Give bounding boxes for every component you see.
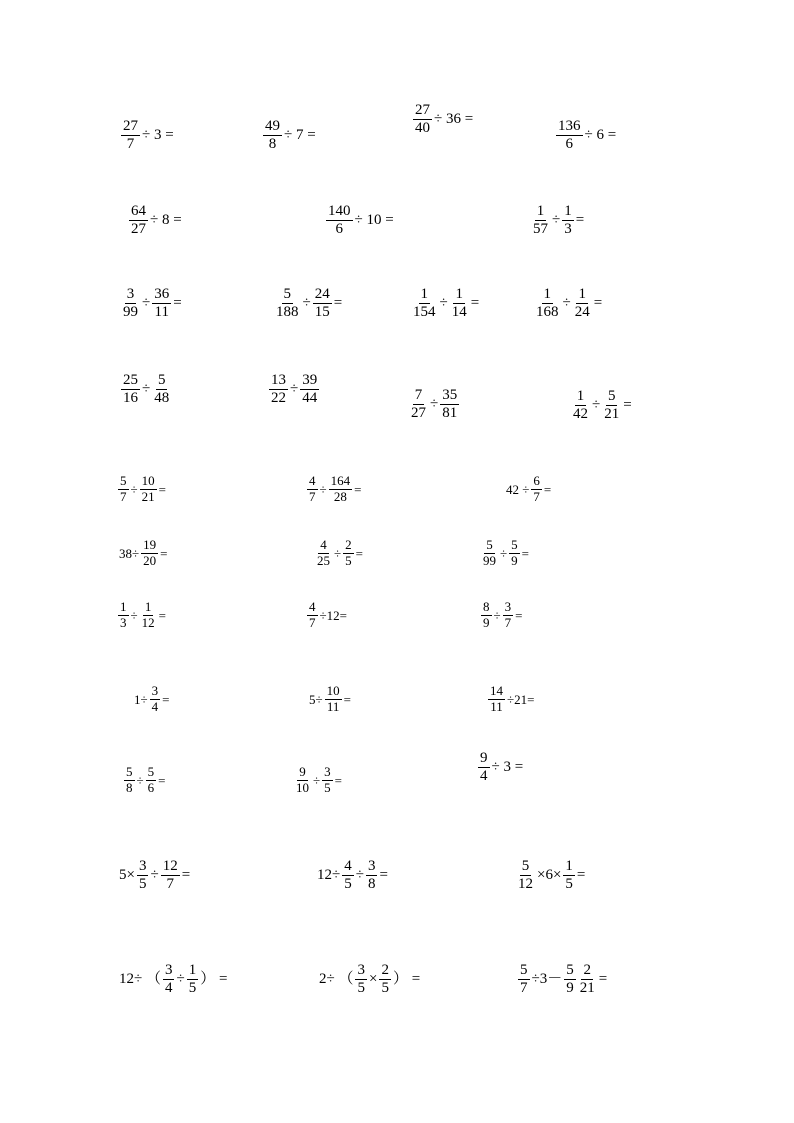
fraction	[121, 118, 140, 154]
numerator: 1	[144, 599, 152, 614]
numerator: 19	[143, 537, 157, 552]
fraction	[187, 962, 199, 998]
problem-34	[118, 962, 228, 998]
denominator: 24	[574, 304, 590, 321]
operator-text: =	[470, 295, 480, 312]
fraction	[121, 372, 140, 408]
numerator: 24	[313, 286, 332, 304]
operator-text: ÷	[142, 381, 151, 398]
denominator: 11	[326, 698, 340, 714]
numerator: 36	[152, 286, 171, 304]
denominator: 5	[345, 552, 352, 568]
fraction	[409, 387, 428, 423]
fraction	[488, 684, 505, 715]
operator-text: ÷	[142, 295, 151, 312]
numerator: 1	[542, 286, 554, 304]
problem-1	[120, 118, 175, 154]
numerator: 49	[263, 118, 282, 136]
fraction	[118, 600, 129, 631]
fraction	[571, 388, 590, 424]
operator-text: =	[181, 867, 191, 884]
numerator: 8	[483, 599, 490, 614]
denominator: 27	[131, 221, 146, 238]
fraction	[564, 962, 576, 998]
operator-text: ÷21=	[507, 691, 535, 707]
denominator: 57	[533, 221, 548, 238]
denominator: 12	[141, 614, 155, 630]
numerator: 5	[564, 962, 576, 980]
problem-3	[412, 102, 474, 138]
numerator: 5	[156, 372, 168, 390]
denominator: 7	[533, 488, 540, 504]
numerator: 5	[518, 962, 530, 980]
operator-text: 12÷ （	[119, 971, 161, 988]
denominator: 6	[147, 779, 155, 795]
fraction	[129, 203, 148, 239]
denominator: 25	[317, 552, 330, 568]
denominator: 21	[604, 406, 620, 423]
operator-text: =	[162, 691, 170, 707]
operator-text: =	[379, 867, 388, 884]
operator-text: ÷	[493, 607, 501, 623]
denominator: 27	[411, 405, 426, 422]
problem-9	[273, 286, 343, 322]
numerator: 35	[440, 387, 459, 405]
denominator: 15	[314, 304, 330, 321]
denominator: 9	[511, 552, 518, 568]
numerator: 27	[121, 118, 140, 136]
fraction	[140, 474, 157, 505]
fraction	[313, 286, 332, 322]
denominator: 14	[451, 304, 467, 321]
problem-36	[517, 962, 608, 998]
denominator: 22	[271, 390, 286, 407]
problem-28	[123, 765, 166, 796]
numerator: 3	[324, 764, 331, 779]
numerator: 3	[125, 286, 137, 304]
denominator: 4	[164, 980, 173, 997]
numerator: 5	[282, 286, 294, 304]
problem-21	[480, 538, 530, 569]
operator-text: ×6×	[537, 867, 562, 884]
fraction	[450, 286, 469, 322]
denominator: 7	[166, 876, 174, 893]
denominator: 44	[302, 390, 318, 407]
fraction	[269, 372, 288, 408]
numerator: 1	[562, 203, 574, 221]
operator-text: =	[576, 867, 586, 884]
denominator: 81	[442, 405, 458, 422]
operator-text: ÷	[500, 545, 508, 561]
operator-text: ÷	[150, 867, 159, 884]
numerator: 1	[419, 286, 431, 304]
numerator: 7	[413, 387, 425, 405]
denominator: 16	[123, 390, 138, 407]
fraction	[163, 962, 175, 998]
operator-text: ÷	[562, 295, 571, 312]
denominator: 5	[324, 779, 331, 795]
numerator: 3	[137, 858, 149, 876]
numerator: 2	[581, 962, 593, 980]
operator-text: ） =	[392, 971, 421, 988]
operator-text: 42 ÷	[506, 481, 530, 497]
problem-14	[408, 387, 460, 423]
operator-text: ×	[368, 971, 378, 988]
operator-text: 5÷	[309, 691, 323, 707]
numerator: 3	[504, 599, 512, 614]
numerator: 12	[161, 858, 180, 876]
numerator: 13	[269, 372, 288, 390]
fraction	[556, 118, 583, 154]
numerator: 5	[606, 388, 618, 406]
numerator: 14	[490, 683, 503, 698]
numerator: 2	[345, 537, 352, 552]
denominator: 7	[126, 136, 135, 153]
problem-18	[505, 474, 552, 505]
numerator: 3	[355, 962, 367, 980]
problem-7	[530, 203, 585, 239]
fraction	[379, 962, 391, 998]
operator-text: =	[343, 691, 351, 707]
denominator: 99	[483, 552, 496, 568]
numerator: 1	[453, 286, 465, 304]
numerator: 1	[120, 599, 127, 614]
fraction	[509, 538, 520, 569]
problem-33	[515, 858, 586, 894]
fraction	[531, 203, 550, 239]
numerator: 64	[129, 203, 148, 221]
problem-32	[316, 858, 389, 894]
denominator: 28	[333, 488, 347, 504]
operator-text: ÷ 3 =	[142, 127, 174, 144]
fraction	[294, 765, 311, 796]
fraction	[366, 858, 378, 894]
fraction	[531, 474, 542, 505]
numerator: 9	[299, 764, 306, 779]
operator-text: =	[160, 545, 168, 561]
problem-11	[533, 286, 603, 322]
operator-text: ÷	[302, 295, 311, 312]
operator-text: ÷	[552, 212, 561, 229]
problem-10	[410, 286, 480, 322]
fraction	[355, 962, 367, 998]
fraction	[573, 286, 592, 322]
denominator: 5	[357, 980, 365, 997]
denominator: 9	[483, 614, 490, 630]
problem-4	[555, 118, 617, 154]
operator-text: ÷	[430, 396, 439, 413]
fraction	[440, 387, 459, 423]
numerator: 3	[163, 962, 175, 980]
fraction	[161, 858, 180, 894]
fraction	[329, 474, 353, 505]
operator-text: =	[515, 607, 523, 623]
numerator: 5	[520, 858, 532, 876]
numerator: 136	[556, 118, 583, 136]
operator-text: 1÷	[134, 691, 148, 707]
fraction	[503, 600, 514, 631]
numerator: 4	[309, 473, 316, 488]
operator-text: ÷	[136, 772, 144, 788]
problem-22	[117, 600, 167, 631]
problem-24	[480, 600, 523, 631]
operator-text: ÷	[355, 867, 364, 884]
numerator: 1	[563, 858, 575, 876]
numerator: 164	[330, 473, 351, 488]
denominator: 20	[143, 552, 157, 568]
fraction	[411, 286, 438, 322]
problem-17	[306, 474, 362, 505]
numerator: 27	[413, 102, 432, 120]
operator-text: =	[521, 545, 529, 561]
operator-text: ÷	[334, 545, 342, 561]
fraction	[152, 286, 171, 322]
problem-6	[325, 203, 395, 239]
problem-23	[306, 600, 348, 631]
operator-text: =	[158, 481, 166, 497]
fraction	[342, 858, 354, 894]
denominator: 4	[151, 698, 159, 714]
operator-text: =	[173, 295, 182, 312]
operator-text: ÷ 36 =	[434, 111, 474, 128]
fraction	[602, 388, 621, 424]
denominator: 48	[154, 390, 170, 407]
denominator: 5	[565, 876, 573, 893]
fraction	[307, 474, 318, 505]
numerator: 9	[478, 750, 490, 768]
fraction	[478, 750, 490, 786]
fraction	[118, 474, 129, 505]
numerator: 4	[342, 858, 354, 876]
fraction	[563, 858, 575, 894]
problem-27	[487, 684, 535, 715]
operator-text: 12÷	[317, 867, 341, 884]
denominator: 7	[309, 488, 316, 504]
fraction	[325, 684, 342, 715]
numerator: 1	[535, 203, 547, 221]
numerator: 25	[121, 372, 140, 390]
denominator: 40	[415, 120, 430, 137]
numerator: 10	[326, 683, 340, 698]
numerator: 5	[126, 764, 133, 779]
denominator: 4	[480, 768, 488, 785]
fraction	[481, 600, 492, 631]
operator-text: ÷	[176, 971, 185, 988]
problem-35	[318, 962, 421, 998]
operator-text: =	[623, 397, 632, 414]
problem-29	[293, 765, 343, 796]
fraction	[300, 372, 319, 408]
denominator: 21	[579, 980, 595, 997]
denominator: 6	[565, 136, 573, 153]
numerator: 3	[366, 858, 378, 876]
fraction	[137, 858, 149, 894]
denominator: 168	[536, 304, 559, 321]
denominator: 7	[309, 614, 316, 630]
denominator: 7	[504, 614, 512, 630]
fraction	[124, 765, 135, 796]
denominator: 3	[564, 221, 572, 238]
operator-text: 5×	[119, 867, 135, 884]
fraction	[121, 286, 140, 322]
numerator: 5	[147, 764, 155, 779]
fraction	[146, 765, 157, 796]
problem-20	[314, 538, 364, 569]
denominator: 8	[268, 136, 277, 153]
operator-text: =	[355, 545, 363, 561]
operator-text: ÷ 10 =	[354, 212, 394, 229]
denominator: 8	[367, 876, 376, 893]
fraction	[140, 600, 157, 631]
denominator: 5	[381, 980, 389, 997]
problem-30	[477, 750, 524, 786]
fraction	[150, 684, 161, 715]
fraction	[307, 600, 318, 631]
problem-8	[120, 286, 183, 322]
denominator: 7	[520, 980, 528, 997]
fraction	[562, 203, 574, 239]
fraction	[518, 962, 530, 998]
operator-text: =	[334, 772, 342, 788]
operator-text: ÷ 3 =	[491, 759, 524, 776]
fraction	[578, 962, 597, 998]
denominator: 188	[276, 304, 299, 321]
operator-text: =	[333, 295, 343, 312]
operator-text: ÷	[313, 772, 321, 788]
operator-text: ÷	[290, 381, 299, 398]
denominator: 11	[154, 304, 169, 321]
problem-19	[118, 538, 168, 569]
operator-text: ÷12=	[319, 607, 347, 623]
operator-text: =	[543, 481, 552, 497]
numerator: 1	[575, 388, 587, 406]
denominator: 154	[413, 304, 436, 321]
numerator: 6	[533, 473, 540, 488]
problem-5	[128, 203, 183, 239]
denominator: 21	[141, 488, 155, 504]
problem-25	[133, 684, 170, 715]
fraction	[326, 203, 353, 239]
operator-text: 38÷	[119, 545, 140, 561]
denominator: 5	[188, 980, 197, 997]
denominator: 11	[490, 698, 503, 714]
numerator: 10	[141, 473, 155, 488]
problem-13	[268, 372, 320, 408]
denominator: 7	[120, 488, 127, 504]
problem-12	[120, 372, 172, 408]
numerator: 5	[120, 473, 127, 488]
operator-text: =	[593, 295, 603, 312]
operator-text: =	[598, 971, 608, 988]
problem-2	[262, 118, 317, 154]
operator-text: ÷	[592, 397, 601, 414]
numerator: 4	[320, 537, 327, 552]
denominator: 12	[518, 876, 533, 893]
denominator: 9	[566, 980, 574, 997]
numerator: 4	[309, 599, 316, 614]
fraction	[141, 538, 158, 569]
operator-text: 2÷ （	[319, 971, 354, 988]
fraction	[263, 118, 282, 154]
fraction	[322, 765, 333, 796]
numerator: 2	[379, 962, 391, 980]
operator-text: =	[158, 607, 166, 623]
operator-text: =	[354, 481, 362, 497]
operator-text: ÷	[319, 481, 327, 497]
fraction	[343, 538, 354, 569]
numerator: 1	[187, 962, 199, 980]
operator-text: ÷ 6 =	[584, 127, 617, 144]
denominator: 6	[335, 221, 343, 238]
fraction	[274, 286, 301, 322]
denominator: 5	[344, 876, 352, 893]
denominator: 8	[126, 779, 133, 795]
fraction	[413, 102, 432, 138]
operator-text: =	[158, 772, 166, 788]
denominator: 42	[573, 406, 588, 423]
operator-text: ÷ 8 =	[150, 212, 182, 229]
denominator: 5	[138, 876, 147, 893]
fraction	[534, 286, 561, 322]
fraction	[481, 538, 498, 569]
numerator: 1	[576, 286, 588, 304]
problem-15	[570, 388, 633, 424]
operator-text: ） =	[200, 971, 228, 988]
denominator: 99	[123, 304, 138, 321]
operator-text: ÷3－	[531, 971, 563, 988]
operator-text: ÷ 7 =	[284, 127, 316, 144]
operator-text: ÷	[439, 295, 448, 312]
numerator: 39	[300, 372, 319, 390]
fraction	[315, 538, 332, 569]
operator-text: ÷	[130, 481, 138, 497]
problem-31	[118, 858, 191, 894]
numerator: 3	[151, 683, 159, 698]
fraction	[516, 858, 535, 894]
numerator: 5	[486, 537, 493, 552]
numerator: 5	[511, 537, 518, 552]
denominator: 10	[296, 779, 309, 795]
numerator: 140	[326, 203, 353, 221]
fraction	[152, 372, 171, 408]
operator-text: =	[575, 212, 585, 229]
operator-text: ÷	[130, 607, 138, 623]
denominator: 3	[120, 614, 127, 630]
problem-26	[308, 684, 352, 715]
problem-16	[117, 474, 167, 505]
